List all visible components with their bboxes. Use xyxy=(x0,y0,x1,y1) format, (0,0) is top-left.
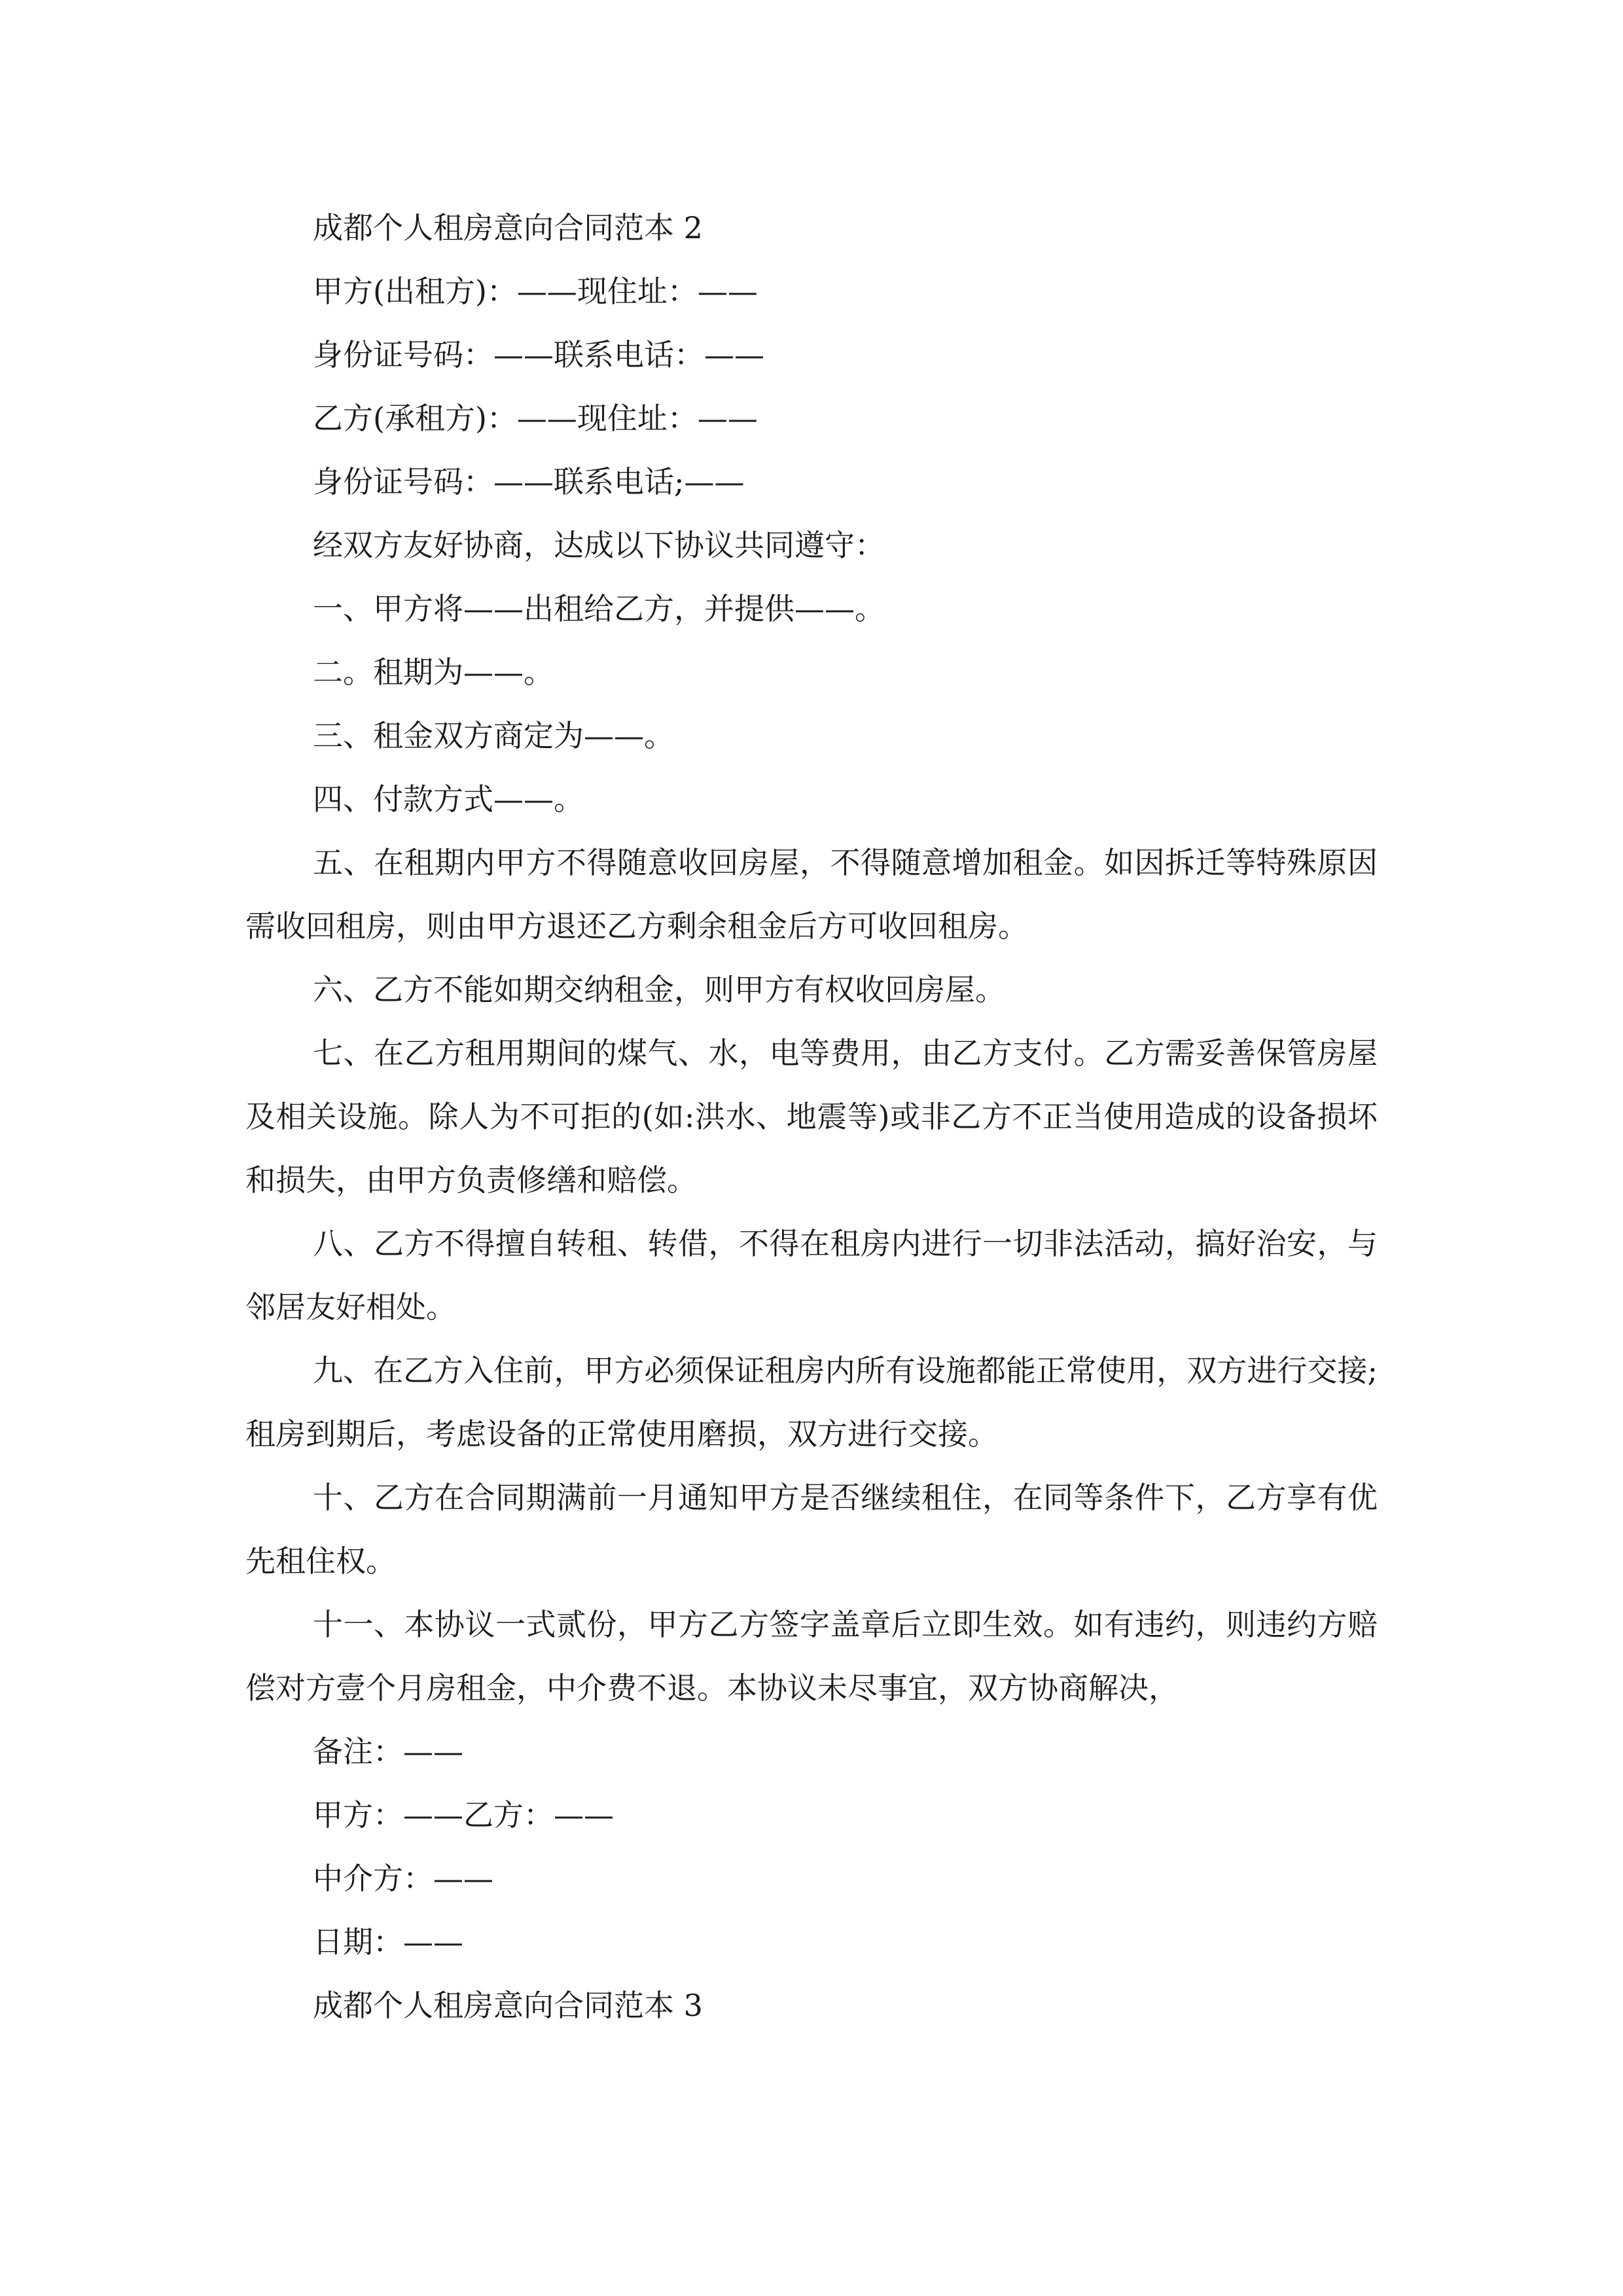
agent-line: 中介方：—— xyxy=(313,1861,493,1896)
clause-3: 三、租金双方商定为——。 xyxy=(313,718,674,753)
intro-line: 经双方友好协商，达成以下协议共同遵守： xyxy=(313,528,885,563)
signature-line: 甲方：——乙方：—— xyxy=(313,1797,614,1833)
date-line: 日期：—— xyxy=(313,1924,463,1960)
clause-8: 八、乙方不得擅自转租、转借，不得在租房内进行一切非法活动，搞好治安，与邻居友好相处。 xyxy=(245,1226,1378,1325)
clause-7: 七、在乙方租用期间的煤气、水，电等费用，由乙方支付。乙方需妥善保管房屋及相关设施。除人为不可拒的(如:洪水、地震等)或非乙方不正当使用造成的设备损坏和损失，由甲方负责修缮和赔偿。 xyxy=(245,1035,1378,1198)
clause-2: 二。租期为——。 xyxy=(313,655,554,690)
party-b-line: 乙方(承租方)：——现住址：—— xyxy=(313,401,758,436)
document-body xyxy=(245,196,1378,2037)
clause-10: 十、乙方在合同期满前一月通知甲方是否继续租住，在同等条件下，乙方享有优先租住权。 xyxy=(245,1480,1378,1579)
section-heading: 成都个人租房意向合同范本 2 xyxy=(313,210,703,245)
clause-1: 一、甲方将——出租给乙方，并提供——。 xyxy=(313,591,885,626)
clause-5: 五、在租期内甲方不得随意收回房屋，不得随意增加租金。如因拆迁等特殊原因需收回租房，则由甲方退还乙方剩余租金后方可收回租房。 xyxy=(245,845,1378,944)
clause-4: 四、付款方式——。 xyxy=(313,781,584,817)
clause-11: 十一、本协议一式贰份，甲方乙方签字盖章后立即生效。如有违约，则违约方赔偿对方壹个月房租金，中介费不退。本协议未尽事宜，双方协商解决， xyxy=(245,1607,1378,1706)
clause-6: 六、乙方不能如期交纳租金，则甲方有权收回房屋。 xyxy=(313,972,1005,1007)
party-a-id-line: 身份证号码：——联系电话：—— xyxy=(313,337,764,372)
remark-line: 备注：—— xyxy=(313,1734,463,1769)
next-section-heading: 成都个人租房意向合同范本 3 xyxy=(313,1988,703,2023)
party-a-line: 甲方(出租方)：——现住址：—— xyxy=(313,274,758,309)
party-b-id-line: 身份证号码：——联系电话;—— xyxy=(313,464,745,499)
clause-9: 九、在乙方入住前，甲方必须保证租房内所有设施都能正常使用，双方进行交接;租房到期后，考虑设备的正常使用磨损，双方进行交接。 xyxy=(245,1353,1378,1452)
